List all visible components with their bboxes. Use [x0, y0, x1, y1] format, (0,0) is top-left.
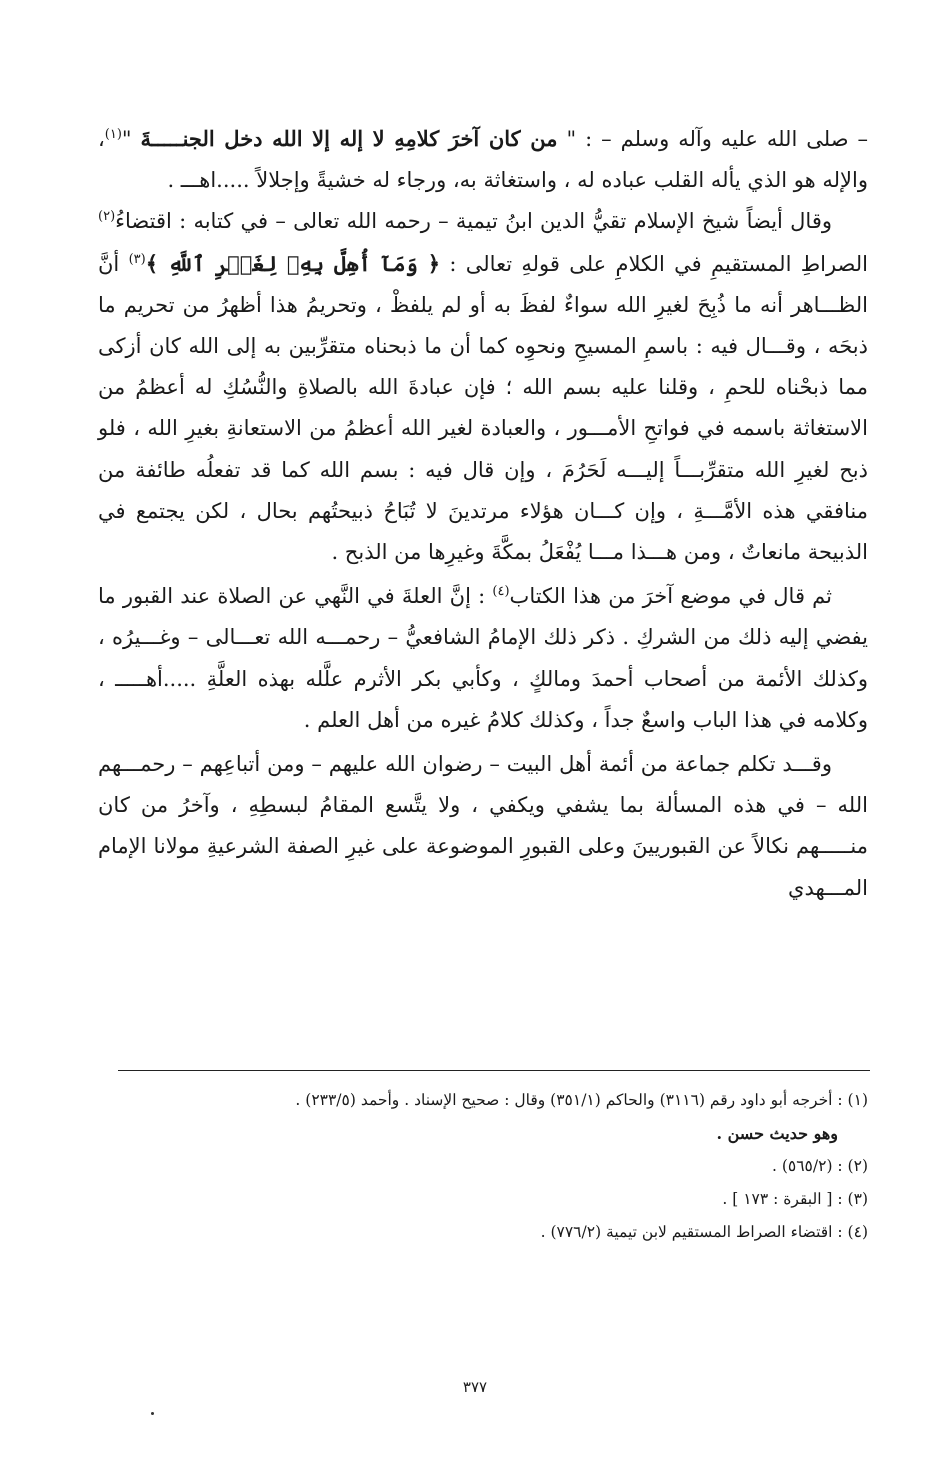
- page-number: ٣٧٧: [462, 1378, 488, 1396]
- stray-dot-mark: [151, 1412, 154, 1415]
- text-segment: ، والإله هو الذي يأله القلب عباده له ، واستغاثة به، ورجاء له خشيةً وإجلالاً .....اهـــ .: [98, 127, 868, 193]
- page-body: [98, 118, 868, 909]
- paragraph: [98, 744, 868, 909]
- paragraph: [98, 201, 868, 573]
- footnote-item: (١) : أخرجه أبو داود رقم (٣١١٦) والحاكم (٣٥١/١) وقال : صحيح الإسناد . وأحمد (٢٣٣/٥) .: [295, 1091, 868, 1109]
- footnotes: [128, 1084, 868, 1249]
- text-segment: وقال أيضاً شيخ الإسلام تقيُّ الدين ابنُ تيمية – رحمه الله تعالى – في كتابه : اقتضاءُ: [115, 209, 832, 234]
- footnote-marker: (٤): [492, 584, 510, 600]
- text-segment: – صلى الله عليه وآله وسلم – : ": [557, 127, 868, 151]
- footnote-item: (٢) : (٥٦٥/٢) .: [772, 1157, 868, 1175]
- footnote-marker: (٢): [98, 209, 116, 225]
- footnote-item: (٤) : اقتضاء الصراط المستقيم لابن تيمية (٧٧٦/٢) .: [540, 1223, 868, 1241]
- text-segment: وقـــد تكلم جماعة من أئمة أهل البيت – رضوان الله عليهم – ومن أتباعِهم – رحمـــهم الله – في هذه المسألة بما يشفي ويكفي ، ولا يتَّسع المقامُ لبسطِهِ ، وآخرُ من كان منـــــهم نكالاً عن القبوريينَ وعلى القبورِ الموضوعة على غيرِ الصفة الشرعيةِ مولانا الإمام المـــهدي: [98, 752, 868, 900]
- text-segment: الصراطِ المستقيمِ في الكلامِ على قولهِ تعالى :: [440, 251, 868, 276]
- footnote-item: (٣) : [ البقرة : ١٧٣ ] .: [722, 1190, 868, 1208]
- footnote-note: وهو حديث حسن .: [716, 1124, 838, 1143]
- text-segment: : إنَّ العلةَ في النَّهي عن الصلاة عند القبور ما يفضي إليه ذلك من الشركِ . ذكر ذلك الإمامُ الشافعيُّ – رحمـــه الله تعـــالى – وغـــيرُه ، وكذلك الأئمة من أصحاب أحمدَ ومالكٍ ، وكأبي بكر الأثرم علَّله بهذه العلَّةِ .....أهـــــ ، وكلامه في هذا الباب واسعٌ جداً ، وكذلك كلامُ غيره من أهل العلم .: [98, 584, 868, 732]
- text-segment: ثم قال في موضع آخرَ من هذا الكتاب: [509, 584, 833, 609]
- text-segment: أنَّ الظـــاهر أنه ما ذُبِحَ لغيرِ الله سواءٌ لفظَ به أو لم يلفظْ ، وتحريمُ هذا أظهرُ من تحريم ما ذبحَه ، وقـــال فيه : باسمِ المسيحِ ونحوِه كما أن ما ذبحناه متقرِّبين به إلى الله كان أزكى مما ذبحْناه للحمِ ، وقلنا عليه بسم الله ؛ فإن عبادةَ الله بالصلاةِ والنُّسُكِ له أعظمُ من الاستغاثة باسمه في فواتحِ الأمـــور ، والعبادة لغير الله أعظمُ من الاستعانةِ بغيرِ الله ، فلو ذبح لغيرِ الله متقرِّبـــاً إليـــه لَحَرُمَ ، وإن قال فيه : بسم الله كما قد تفعلُه طائفة من منافقي هذه الأمَّـــةِ ، وإن كـــان هؤلاء مرتدينَ لا تُبَاحُ ذبيحتُهم بحال ، لكن يجتمع في الذبيحة مانعاتٌ ، ومن هـــذا مـــا يُفْعَلُ بمكَّةَ وغيرِها من الذبح .: [98, 251, 868, 565]
- footnote-divider: [118, 1070, 870, 1071]
- quran-verse: ﴿ وَمَآ أُهِلَّ بِهِۦ لِغَيۡرِ ٱللَّهِ ﴾: [145, 250, 441, 276]
- hadith-quote: من كان آخرَ كلامِهِ لا إله إلا الله دخل الجنـــــةَ: [140, 126, 558, 151]
- footnote-marker: (٣): [128, 251, 146, 267]
- paragraph: [98, 118, 868, 201]
- text-segment: ": [121, 127, 141, 151]
- main-text: [98, 118, 868, 909]
- footnote-marker: (١): [104, 127, 122, 142]
- paragraph: [98, 576, 868, 741]
